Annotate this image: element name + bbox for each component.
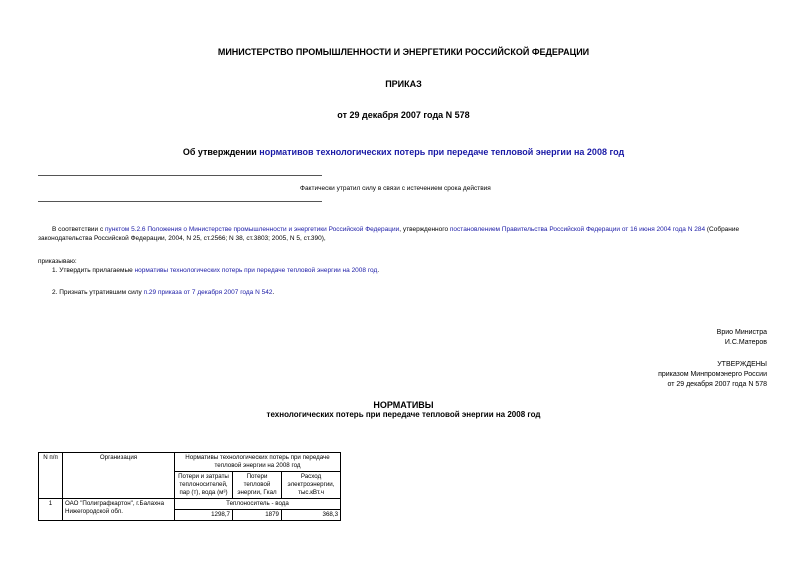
ministry-title: МИНИСТЕРСТВО ПРОМЫШЛЕННОСТИ И ЭНЕРГЕТИКИ РОССИЙСКОЙ ФЕДЕРАЦИИ [217, 47, 590, 57]
row-org: ОАО "Полиграфкартон", г.Балахна Нижегородской обл. [63, 499, 175, 521]
signature-name: И.С.Матеров [724, 339, 767, 346]
table-header-row [39, 453, 341, 472]
annex-subtitle: технологических потерь при передаче тепловой энергии на 2008 год [266, 410, 541, 419]
preamble-link-regulation[interactable]: пунктом 5.2.6 Положения о Министерстве промышленности и энергетики Российской Федерации [105, 226, 400, 233]
doc-date-number: от 29 декабря 2007 года N 578 [337, 110, 470, 120]
status-note: Фактически утратил силу в связи с истечением срока действия [300, 185, 491, 192]
norms-table [38, 452, 341, 521]
doc-title-prefix: Об утверждении [182, 147, 260, 157]
order-item-2 [52, 288, 274, 297]
divider-bottom [38, 201, 322, 202]
preamble-text-2: , утвержденного [399, 226, 450, 233]
item1-end: . [377, 267, 380, 274]
row-value-3: 368,3 [282, 510, 341, 521]
header-org: Организация [63, 453, 175, 499]
row-value-2: 1879 [233, 510, 282, 521]
doc-title [0, 147, 807, 157]
header-group: Нормативы технологических потерь при передаче тепловой энергии на 2008 год [175, 453, 341, 472]
approved-line-3: от 29 декабря 2007 года N 578 [667, 381, 767, 388]
item2-end: . [272, 289, 275, 296]
annex-title: НОРМАТИВЫ [373, 400, 434, 410]
header-col1: Потери и затраты теплоносителей, пар (т), вода (м³) [175, 472, 233, 499]
row-num: 1 [39, 499, 63, 521]
preamble-paragraph [38, 225, 770, 243]
preamble-text-1: В соответствии с [52, 226, 106, 233]
order-item-1 [52, 266, 379, 275]
item2-link[interactable]: п.29 приказа от 7 декабря 2007 года N 542 [143, 289, 273, 296]
order-word: приказываю: [38, 258, 77, 265]
row-carrier: Теплоноситель - вода [175, 499, 341, 510]
item1-link[interactable]: нормативы технологических потерь при передаче тепловой энергии на 2008 год [134, 267, 378, 274]
header-num: N п/п [39, 453, 63, 499]
doc-title-link[interactable]: нормативов технологических потерь при передаче тепловой энергии на 2008 год [259, 147, 625, 157]
item2-text: 2. Признать утратившим силу [52, 289, 144, 296]
item1-text: 1. Утвердить прилагаемые [52, 267, 135, 274]
divider-top [38, 175, 322, 176]
row-value-1: 1298,7 [175, 510, 233, 521]
signature-position: Врио Министра [716, 329, 767, 336]
preamble-text-3: (Собрание законодательства Российской Федерации, 2004, N 25, ст.2566; N 38, ст.3803; 2005, N 5, ст.390), [38, 226, 740, 242]
preamble-link-resolution[interactable]: постановлением Правительства Российской Федерации от 16 июня 2004 года N 284 [449, 226, 706, 233]
table-row [39, 499, 341, 510]
header-col2: Потери тепловой энергии, Гкал [233, 472, 282, 499]
approved-line-1: УТВЕРЖДЕНЫ [717, 361, 767, 368]
header-col3: Расход электроэнергии, тыс.кВт.ч [282, 472, 341, 499]
approved-line-2: приказом Минпромэнерго России [658, 371, 767, 378]
doc-type: ПРИКАЗ [385, 79, 422, 89]
